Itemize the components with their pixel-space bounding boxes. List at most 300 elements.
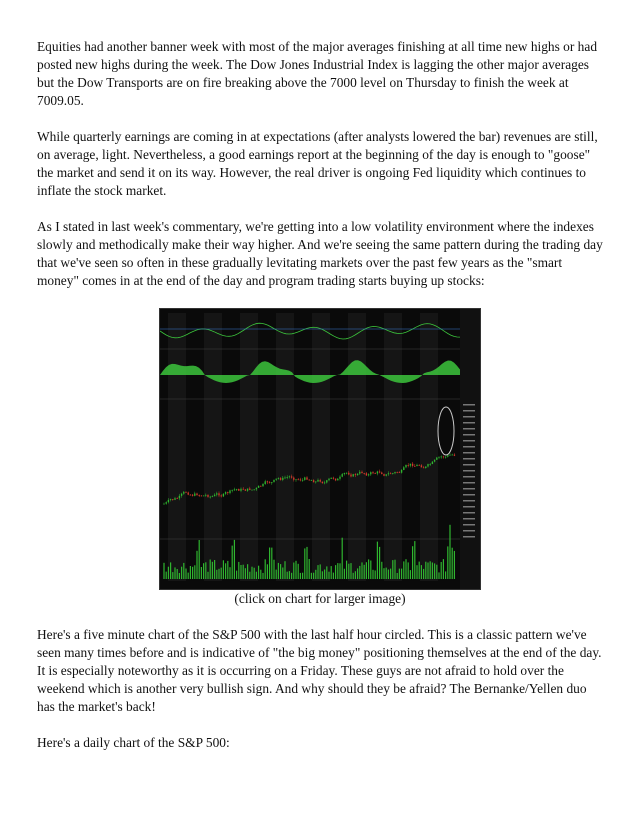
candle-body: [262, 484, 263, 486]
chart-caption: (click on chart for larger image): [234, 591, 406, 606]
session-band: [348, 313, 366, 581]
volume-bar: [181, 567, 182, 579]
volume-bar: [344, 569, 345, 579]
price-axis-tick: [463, 452, 475, 454]
candle-body: [240, 489, 241, 491]
price-axis-tick: [463, 428, 475, 430]
candle-body: [218, 493, 219, 495]
volume-bar: [315, 570, 316, 579]
volume-bar: [339, 563, 340, 579]
volume-bar: [205, 562, 206, 579]
candle-body: [249, 489, 250, 490]
candle-body: [337, 479, 338, 481]
volume-bar: [212, 562, 213, 579]
candle-body: [454, 455, 455, 456]
candle-body: [179, 496, 180, 499]
candle-body: [276, 479, 277, 480]
volume-bar: [375, 571, 376, 580]
price-axis-tick: [463, 440, 475, 442]
candle-body: [170, 499, 171, 500]
volume-bar: [221, 568, 222, 579]
candle-body: [291, 476, 292, 477]
price-axis-tick: [463, 518, 475, 520]
volume-bar: [216, 570, 217, 579]
price-axis-tick: [463, 524, 475, 526]
candle-body: [322, 482, 323, 483]
volume-bar: [372, 570, 373, 579]
paragraph-3: As I stated in last week's commentary, we're getting into a low volatility environment where the indexes slowly and methodically make their way higher. And we're seeing the same pattern during the trading day that we've seen so often in these gradually levitating markets over the past few years as the "smart money" comes in at the end of the day and program trading starts buying up stocks:: [37, 219, 603, 288]
candle-body: [331, 478, 332, 479]
candle-body: [258, 486, 259, 488]
volume-bar: [306, 547, 307, 579]
volume-bar: [320, 564, 321, 579]
candle-body: [306, 477, 307, 479]
price-axis-tick: [463, 506, 475, 508]
candle-body: [273, 480, 274, 482]
candle-body: [430, 464, 431, 465]
candle-body: [280, 478, 281, 480]
candle-body: [298, 479, 299, 480]
volume-bar: [368, 559, 369, 579]
volume-bar: [410, 570, 411, 579]
candle-body: [353, 474, 354, 476]
volume-bar: [223, 560, 224, 579]
volume-bar: [174, 567, 175, 579]
volume-bar: [172, 572, 173, 579]
volume-bar: [179, 573, 180, 579]
candle-body: [188, 493, 189, 495]
candle-body: [247, 489, 248, 491]
candle-body: [339, 477, 340, 479]
session-band: [204, 313, 222, 581]
candle-body: [344, 473, 345, 474]
volume-bar: [168, 567, 169, 579]
volume-bar: [240, 565, 241, 579]
candle-body: [366, 473, 367, 475]
sp500-five-minute-chart[interactable]: [159, 308, 481, 590]
volume-bar: [403, 561, 404, 579]
volume-bar: [249, 572, 250, 579]
candle-body: [383, 474, 384, 476]
volume-bar: [269, 548, 270, 580]
volume-bar: [414, 541, 415, 579]
volume-bar: [313, 573, 314, 579]
volume-bar: [289, 571, 290, 579]
candle-body: [309, 480, 310, 481]
candle-body: [284, 478, 285, 479]
volume-bar: [434, 563, 435, 579]
candle-body: [425, 467, 426, 469]
candle-body: [377, 472, 378, 474]
volume-bar: [317, 565, 318, 579]
volume-bar: [254, 568, 255, 579]
volume-bar: [262, 573, 263, 579]
volume-bar: [311, 573, 312, 579]
last-half-hour-circle: [438, 407, 454, 455]
session-band: [384, 313, 402, 581]
candle-body: [232, 490, 233, 491]
candle-body: [196, 494, 197, 496]
candle-body: [445, 457, 446, 458]
volume-bar: [295, 561, 296, 579]
volume-bar: [397, 573, 398, 579]
volume-bar: [218, 569, 219, 579]
candle-body: [421, 465, 422, 467]
candle-body: [386, 474, 387, 476]
volume-bar: [280, 564, 281, 579]
candle-body: [410, 464, 411, 466]
candle-body: [278, 478, 279, 479]
price-axis-tick: [463, 494, 475, 496]
candle-body: [392, 473, 393, 474]
volume-bar: [183, 563, 184, 579]
candle-body: [293, 478, 294, 480]
volume-bar: [408, 562, 409, 579]
price-axis-tick: [463, 536, 475, 538]
volume-bar: [342, 538, 343, 579]
candle-body: [315, 482, 316, 483]
volume-bar: [201, 567, 202, 579]
volume-bar: [399, 569, 400, 579]
candle-body: [163, 504, 164, 505]
volume-bar: [452, 548, 453, 579]
volume-bar: [383, 568, 384, 579]
volume-bar: [229, 567, 230, 579]
candle-body: [245, 489, 246, 490]
candle-body: [438, 457, 439, 458]
volume-bar: [449, 525, 450, 579]
candle-body: [251, 490, 252, 491]
volume-bar: [331, 566, 332, 579]
candle-body: [390, 473, 391, 474]
volume-bar: [423, 569, 424, 579]
volume-bar: [251, 567, 252, 579]
session-band: [240, 313, 258, 581]
volume-bar: [207, 572, 208, 579]
candle-body: [414, 466, 415, 467]
price-axis-tick: [463, 404, 475, 406]
candle-body: [397, 472, 398, 473]
volume-bar: [425, 562, 426, 579]
candle-body: [254, 489, 255, 490]
candle-body: [199, 495, 200, 496]
candle-body: [166, 502, 167, 504]
volume-bar: [293, 563, 294, 580]
price-axis-tick: [463, 410, 475, 412]
volume-bar: [245, 568, 246, 579]
candle-body: [372, 472, 373, 473]
price-axis-tick: [463, 476, 475, 478]
candle-body: [256, 488, 257, 490]
price-axis-tick: [463, 512, 475, 514]
price-axis-tick: [463, 500, 475, 502]
volume-bar: [432, 563, 433, 580]
volume-bar: [291, 573, 292, 579]
volume-bar: [322, 571, 323, 579]
volume-bar: [454, 551, 455, 579]
volume-bar: [236, 571, 237, 579]
price-axis-tick: [463, 470, 475, 472]
candle-body: [192, 495, 193, 496]
candle-body: [205, 495, 206, 496]
volume-bar: [267, 564, 268, 579]
volume-bar: [328, 572, 329, 579]
price-axis-tick: [463, 488, 475, 490]
volume-bar: [238, 562, 239, 579]
candle-body: [243, 489, 244, 490]
candle-body: [375, 473, 376, 474]
volume-bar: [337, 563, 338, 579]
candle-body: [427, 464, 428, 466]
candle-body: [408, 465, 409, 466]
volume-bar: [350, 563, 351, 579]
volume-bar: [247, 564, 248, 579]
candle-body: [381, 473, 382, 475]
candle-body: [361, 472, 362, 473]
volume-bar: [188, 573, 189, 579]
volume-bar: [273, 560, 274, 579]
candle-body: [221, 495, 222, 496]
volume-bar: [421, 565, 422, 579]
candle-body: [287, 477, 288, 478]
candle-body: [210, 497, 211, 498]
volume-bar: [355, 571, 356, 579]
candle-body: [183, 492, 184, 494]
volume-bar: [333, 573, 334, 579]
candle-body: [238, 489, 239, 491]
price-axis-tick: [463, 530, 475, 532]
volume-bar: [443, 559, 444, 579]
volume-bar: [324, 570, 325, 580]
candle-body: [326, 480, 327, 482]
candle-body: [401, 470, 402, 473]
volume-bar: [381, 562, 382, 579]
volume-bar: [298, 564, 299, 579]
volume-bar: [243, 565, 244, 579]
candle-body: [214, 495, 215, 497]
candle-body: [423, 467, 424, 468]
candle-body: [419, 465, 420, 466]
volume-bar: [386, 568, 387, 579]
volume-bar: [436, 565, 437, 579]
session-band: [276, 313, 294, 581]
volume-bar: [276, 570, 277, 579]
candle-body: [168, 500, 169, 502]
candle-body: [412, 464, 413, 466]
candle-body: [236, 489, 237, 490]
price-axis: [460, 309, 480, 589]
candle-body: [271, 482, 272, 483]
candle-body: [212, 496, 213, 497]
candle-body: [350, 475, 351, 477]
candle-body: [289, 476, 290, 477]
volume-bar: [392, 560, 393, 579]
session-band: [312, 313, 330, 581]
candle-body: [269, 482, 270, 483]
volume-bar: [163, 563, 164, 579]
price-axis-tick: [463, 416, 475, 418]
candle-body: [447, 455, 448, 457]
volume-bar: [326, 566, 327, 579]
volume-bar: [438, 572, 439, 579]
volume-bar: [203, 563, 204, 579]
candle-body: [405, 465, 406, 467]
candle-body: [379, 472, 380, 473]
candle-body: [317, 480, 318, 482]
candle-body: [267, 481, 268, 482]
volume-bar: [302, 573, 303, 579]
candle-body: [368, 474, 369, 475]
candle-body: [443, 457, 444, 458]
candle-body: [357, 474, 358, 475]
paragraph-5: Here's a daily chart of the S&P 500:: [37, 735, 230, 750]
volume-bar: [166, 572, 167, 579]
candle-body: [328, 479, 329, 481]
candle-body: [436, 458, 437, 460]
price-axis-tick: [463, 446, 475, 448]
volume-bar: [366, 562, 367, 579]
candle-body: [227, 492, 228, 493]
volume-bar: [335, 565, 336, 579]
candle-body: [346, 473, 347, 474]
candle-body: [313, 480, 314, 482]
volume-bar: [234, 540, 235, 579]
candle-body: [295, 479, 296, 480]
candle-body: [190, 495, 191, 496]
volume-bar: [190, 566, 191, 579]
candle-body: [282, 478, 283, 480]
volume-bar: [388, 570, 389, 580]
candle-body: [399, 472, 400, 473]
candle-body: [432, 462, 433, 464]
price-axis-tick: [463, 482, 475, 484]
volume-bar: [177, 569, 178, 579]
price-axis-tick: [463, 458, 475, 460]
candle-body: [216, 493, 217, 494]
volume-bar: [346, 561, 347, 579]
volume-bar: [271, 548, 272, 579]
candle-body: [181, 494, 182, 496]
volume-bar: [427, 563, 428, 580]
volume-bar: [419, 562, 420, 579]
volume-bar: [300, 573, 301, 579]
volume-bar: [170, 562, 171, 579]
candle-body: [416, 465, 417, 466]
price-axis-tick: [463, 434, 475, 436]
candle-body: [359, 472, 360, 474]
candle-body: [335, 479, 336, 481]
paragraph-4: Here's a five minute chart of the S&P 500 with the last half hour circled. This is a classic pattern we've seen many times before and is indicative of "the big money" positioning themselves at the end of the day. It is especially noteworthy as it is occurring on a Friday. These guys are not afraid to hold over the weekend which is another very bullish sign. And why should they be afraid? The Bernanke/Yellen duo has the market's back!: [37, 627, 602, 714]
session-band: [420, 313, 438, 581]
candle-body: [229, 490, 230, 493]
volume-bar: [416, 565, 417, 579]
candle-body: [185, 492, 186, 493]
candle-body: [348, 473, 349, 475]
candle-body: [201, 496, 202, 497]
volume-bar: [447, 546, 448, 579]
paragraph-1: Equities had another banner week with most of the major averages finishing at all time new highs or had posted new highs during the week. The Dow Jones Industrial Index is lagging the other major averages but the Dow Transports are on fire breaking above the 7000 level on Thursday to finish the week at 7009.05.: [37, 39, 598, 108]
candle-body: [434, 460, 435, 462]
chart-container: [37, 308, 603, 590]
volume-bar: [232, 546, 233, 579]
candle-body: [449, 455, 450, 456]
volume-bar: [379, 547, 380, 579]
volume-bar: [353, 573, 354, 579]
session-band: [168, 313, 186, 581]
paragraph-2: While quarterly earnings are coming in at expectations (after analysts lowered the bar) revenues are still, on average, light. Nevertheless, a good earnings report at the beginning of the day is enough to "goose" the market and send it on its way. However, the real driver is ongoing Fed liquidity which continues to inflate the stock market.: [37, 129, 598, 198]
volume-bar: [194, 565, 195, 579]
volume-bar: [401, 569, 402, 579]
volume-bar: [278, 563, 279, 579]
volume-bar: [192, 567, 193, 579]
volume-bar: [394, 560, 395, 579]
candle-body: [203, 496, 204, 497]
candle-body: [225, 492, 226, 494]
candle-body: [355, 474, 356, 475]
candle-body: [364, 473, 365, 474]
price-axis-tick: [463, 464, 475, 466]
candle-body: [304, 477, 305, 480]
candle-body: [302, 480, 303, 481]
volume-bar: [405, 559, 406, 579]
volume-bar: [227, 561, 228, 579]
candle-body: [370, 472, 371, 474]
volume-bar: [284, 561, 285, 579]
volume-bar: [357, 568, 358, 579]
volume-bar: [265, 559, 266, 579]
volume-bar: [412, 546, 413, 579]
volume-bar: [210, 560, 211, 580]
candle-body: [300, 479, 301, 480]
candle-body: [223, 494, 224, 497]
volume-bar: [287, 572, 288, 579]
candle-body: [320, 480, 321, 482]
volume-bar: [348, 564, 349, 579]
article-body: [37, 38, 603, 770]
price-axis-tick: [463, 422, 475, 424]
volume-bar: [441, 562, 442, 579]
volume-bar: [445, 571, 446, 579]
candle-body: [234, 489, 235, 490]
volume-bar: [361, 562, 362, 579]
volume-bar: [185, 569, 186, 580]
candle-body: [194, 494, 195, 496]
volume-bar: [309, 559, 310, 579]
volume-bar: [370, 561, 371, 580]
candle-body: [311, 480, 312, 481]
candle-body: [333, 478, 334, 479]
candle-body: [394, 472, 395, 473]
candle-body: [172, 499, 173, 500]
candle-body: [441, 457, 442, 458]
volume-bar: [377, 542, 378, 579]
volume-bar: [199, 540, 200, 579]
volume-bar: [430, 561, 431, 579]
candle-body: [324, 483, 325, 484]
volume-bar: [196, 551, 197, 579]
volume-bar: [364, 565, 365, 579]
volume-bar: [225, 563, 226, 579]
volume-bar: [390, 569, 391, 579]
volume-bar: [260, 570, 261, 579]
volume-bar: [282, 568, 283, 580]
candle-body: [388, 473, 389, 474]
candle-body: [342, 474, 343, 477]
volume-bar: [258, 566, 259, 579]
volume-bar: [214, 560, 215, 579]
volume-bar: [359, 566, 360, 579]
candle-body: [265, 481, 266, 484]
